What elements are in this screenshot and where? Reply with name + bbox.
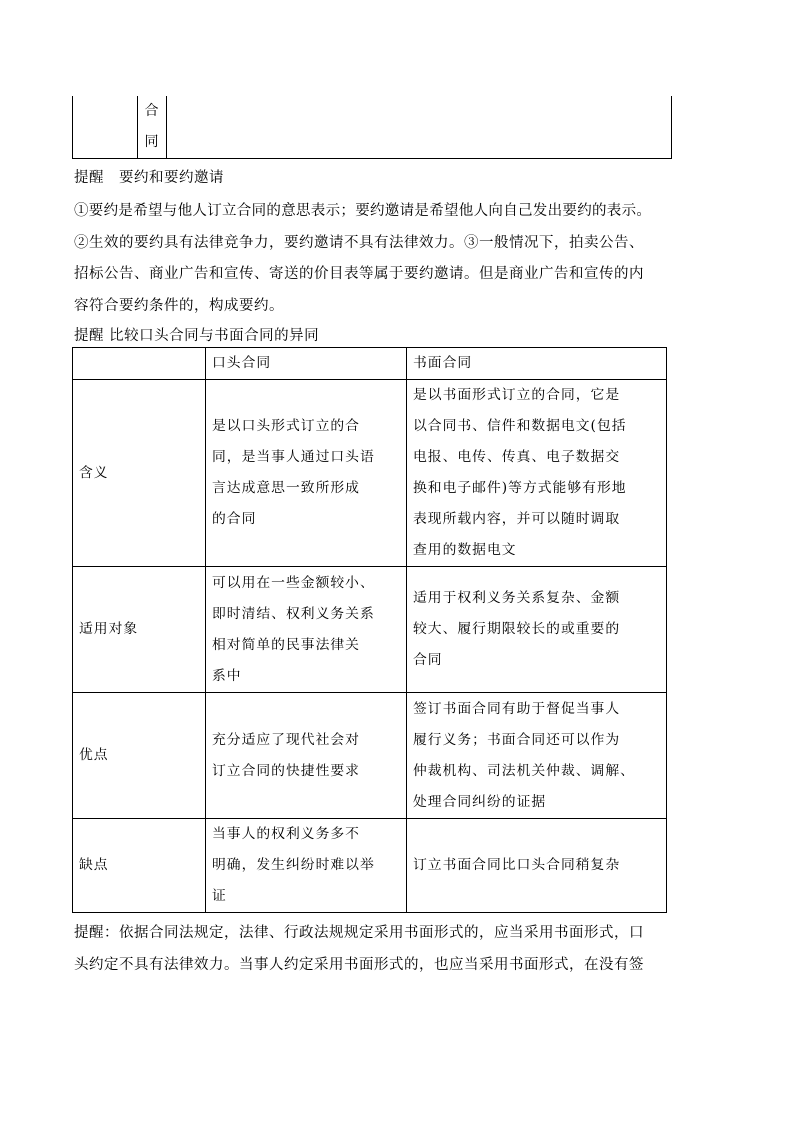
cell-line: 适用于权利义务关系复杂、金额 xyxy=(413,590,621,606)
note-line-2: ②生效的要约具有法律竞争力，要约邀请不具有法律效力。③一般情况下，拍卖公告、 xyxy=(74,235,644,251)
cell-line: 相对简单的民事法律关 xyxy=(212,636,360,653)
table-row-meaning xyxy=(73,380,667,567)
row-label: 优点 xyxy=(73,693,206,819)
row-label: 含义 xyxy=(73,380,206,567)
row-label: 缺点 xyxy=(73,819,206,913)
note-line-1: ①要约是希望与他人订立合同的意思表示；要约邀请是希望他人向自己发出要约的表示。 xyxy=(74,203,652,219)
cell-line: 查用的数据电文 xyxy=(413,542,517,558)
cell-line: 订立合同的快捷性要求 xyxy=(212,762,360,779)
cell-line: 较大、履行期限较长的或重要的 xyxy=(413,621,621,637)
fragment-cell-2 xyxy=(138,96,167,159)
cell-line: 电报、电传、传真、电子数据交 xyxy=(413,449,621,465)
oral-cell xyxy=(206,567,407,693)
cell-line: 明确，发生纠纷时难以举 xyxy=(212,857,375,873)
table-fragment-top xyxy=(72,96,672,159)
written-cell xyxy=(407,567,667,693)
cell-line: 表现所载内容，并可以随时调取 xyxy=(413,511,621,527)
cell-line: 当事人的权利义务多不 xyxy=(212,826,360,842)
table-row-disadvantages xyxy=(73,819,667,913)
cell-line: 言达成意思一致所形成 xyxy=(212,480,360,496)
cell-line: 履行义务；书面合同还可以作为 xyxy=(413,731,621,748)
note-bottom-line-1: 提醒：依据合同法规定，法律、行政法规规定采用书面形式的，应当采用书面形式，口 xyxy=(74,925,644,941)
note-heading-offer: 提醒 要约和要约邀请 xyxy=(74,170,224,186)
written-cell xyxy=(407,819,667,913)
header-cell-oral: 口头合同 xyxy=(206,348,407,380)
cell-line: 的合同 xyxy=(212,511,257,527)
fragment-char: 同 xyxy=(144,134,160,150)
comparison-table xyxy=(72,347,667,913)
oral-cell xyxy=(206,693,407,819)
row-label: 适用对象 xyxy=(73,567,206,693)
cell-line: 充分适应了现代社会对 xyxy=(212,731,360,748)
cell-line: 系中 xyxy=(212,667,242,684)
note-heading-compare: 提醒 比较口头合同与书面合同的异同 xyxy=(74,328,320,344)
cell-line: 是以口头形式订立的合 xyxy=(212,418,360,434)
header-cell-empty xyxy=(73,348,206,380)
fragment-cell-3 xyxy=(167,96,672,159)
note-line-4: 容符合要约条件的，构成要约。 xyxy=(74,298,284,314)
fragment-cell-1 xyxy=(73,96,138,159)
cell-line: 合同 xyxy=(413,652,443,668)
cell-line: 订立书面合同比口头合同稍复杂 xyxy=(413,857,621,873)
cell-line: 同，是当事人通过口头语 xyxy=(212,449,375,465)
fragment-char: 合 xyxy=(144,103,160,119)
written-cell xyxy=(407,380,667,567)
cell-line: 仲裁机构、司法机关仲裁、调解、 xyxy=(413,762,635,779)
written-cell xyxy=(407,693,667,819)
cell-line: 签订书面合同有助于督促当事人 xyxy=(413,700,621,717)
note-line-3: 招标公告、商业广告和宣传、寄送的价目表等属于要约邀请。但是商业广告和宣传的内 xyxy=(74,266,644,282)
oral-cell xyxy=(206,380,407,567)
cell-line: 即时清结、权利义务关系 xyxy=(212,605,375,622)
cell-line: 可以用在一些金额较小、 xyxy=(212,574,375,591)
cell-line: 是以书面形式订立的合同，它是 xyxy=(413,387,621,403)
cell-line: 证 xyxy=(212,888,227,904)
cell-line: 以合同书、信件和数据电文(包括 xyxy=(413,418,627,434)
table-row-scope xyxy=(73,567,667,693)
cell-line: 换和电子邮件)等方式能够有形地 xyxy=(413,480,627,496)
header-cell-written: 书面合同 xyxy=(407,348,667,380)
note-bottom-line-2: 头约定不具有法律效力。当事人约定采用书面形式的，也应当采用书面形式，在没有签 xyxy=(74,957,644,973)
oral-cell xyxy=(206,819,407,913)
table-row-advantages xyxy=(73,693,667,819)
table-header-row xyxy=(73,348,667,380)
cell-line: 处理合同纠纷的证据 xyxy=(413,793,547,810)
